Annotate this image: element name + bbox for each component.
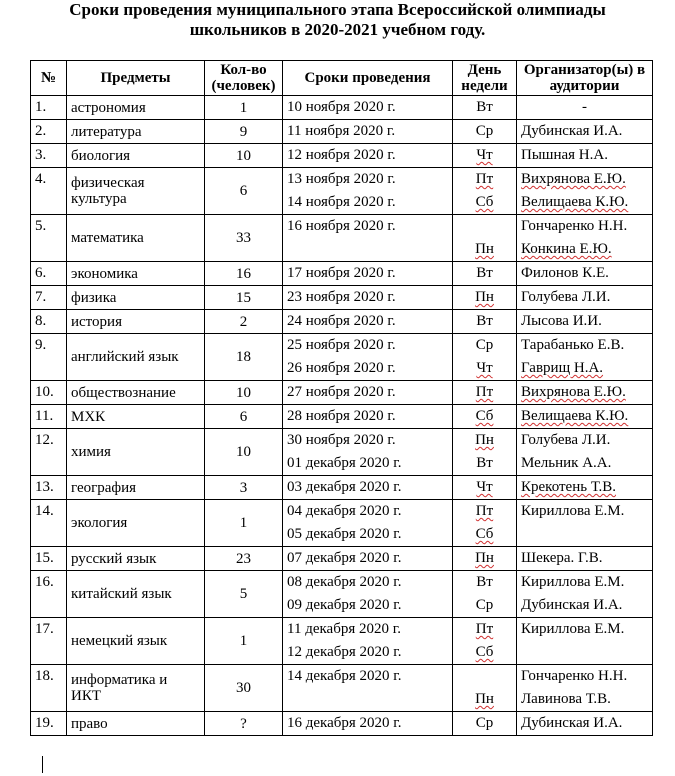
weekday-line: Чт: [476, 479, 493, 495]
row-number: 16.: [31, 571, 67, 618]
subject-cell: экология: [67, 500, 205, 547]
table-body: [31, 96, 653, 736]
table-row: [31, 334, 653, 381]
organizer-line: -: [582, 99, 587, 115]
date-line: 27 ноября 2020 г.: [287, 384, 396, 400]
dates-cell: [283, 310, 453, 334]
organizer-cell: [517, 381, 653, 405]
organizer-line: Крекотень Т.В.: [521, 479, 616, 495]
text-cursor: [42, 756, 43, 773]
date-line: 28 ноября 2020 г.: [287, 408, 396, 424]
date-line: 12 декабря 2020 г.: [287, 644, 402, 660]
organizer-line: Пышная Н.А.: [521, 147, 608, 163]
subject-cell: химия: [67, 429, 205, 476]
row-number: 9.: [31, 334, 67, 381]
table-row: [31, 215, 653, 262]
title-line-2: школьников в 2020-2021 учебном году.: [189, 20, 486, 39]
weekday-cell: [453, 429, 517, 476]
date-line: 25 ноября 2020 г.: [287, 337, 396, 353]
weekday-line: Вт: [476, 455, 493, 471]
row-number: 2.: [31, 120, 67, 144]
count-cell: 6: [205, 405, 283, 429]
schedule-table: [30, 60, 653, 736]
organizer-line: Гончаренко Н.Н.: [521, 218, 628, 234]
table-row: [31, 618, 653, 665]
count-cell: 16: [205, 262, 283, 286]
table-row: [31, 571, 653, 618]
count-cell: 10: [205, 381, 283, 405]
header-count: Кол-во (человек): [205, 61, 283, 96]
organizer-cell: [517, 96, 653, 120]
row-number: 18.: [31, 665, 67, 712]
row-number: 17.: [31, 618, 67, 665]
organizer-cell: [517, 310, 653, 334]
weekday-cell: [453, 144, 517, 168]
table-row: [31, 120, 653, 144]
organizer-line: Кириллова Е.М.: [521, 621, 625, 637]
weekday-line: Ср: [475, 337, 494, 353]
subject-cell: астрономия: [67, 96, 205, 120]
weekday-line: Ср: [475, 123, 494, 139]
count-cell: 33: [205, 215, 283, 262]
weekday-line: Вт: [476, 265, 493, 281]
header-organizer: Организатор(ы) в аудитории: [517, 61, 653, 96]
organizer-line: Лавинова Т.В.: [521, 691, 611, 707]
subject-cell: право: [67, 712, 205, 736]
table-row: [31, 665, 653, 712]
date-line: 23 ноября 2020 г.: [287, 289, 396, 305]
table-row: [31, 405, 653, 429]
date-line: 04 декабря 2020 г.: [287, 503, 402, 519]
subject-cell: биология: [67, 144, 205, 168]
table-row: [31, 712, 653, 736]
organizer-line: Дубинская И.А.: [521, 715, 623, 731]
count-cell: 3: [205, 476, 283, 500]
organizer-cell: [517, 168, 653, 215]
count-cell: 5: [205, 571, 283, 618]
row-number: 5.: [31, 215, 67, 262]
date-line: [287, 688, 448, 711]
weekday-line: Ср: [475, 597, 494, 613]
weekday-line: Чт: [476, 147, 493, 163]
weekday-line: [457, 665, 512, 688]
date-line: 16 ноября 2020 г.: [287, 218, 396, 234]
count-cell: 1: [205, 500, 283, 547]
row-number: 7.: [31, 286, 67, 310]
weekday-cell: [453, 310, 517, 334]
weekday-line: Пн: [475, 289, 494, 305]
dates-cell: [283, 334, 453, 381]
subject-cell: экономика: [67, 262, 205, 286]
table-row: [31, 168, 653, 215]
dates-cell: [283, 262, 453, 286]
row-number: 8.: [31, 310, 67, 334]
date-line: 11 декабря 2020 г.: [287, 621, 401, 637]
row-number: 11.: [31, 405, 67, 429]
subject-cell: обществознание: [67, 381, 205, 405]
weekday-line: Вт: [476, 574, 493, 590]
count-cell: 1: [205, 96, 283, 120]
organizer-cell: [517, 476, 653, 500]
count-cell: 1: [205, 618, 283, 665]
organizer-cell: [517, 334, 653, 381]
date-line: 16 декабря 2020 г.: [287, 715, 402, 731]
organizer-cell: [517, 547, 653, 571]
weekday-cell: [453, 405, 517, 429]
count-cell: 6: [205, 168, 283, 215]
weekday-line: Пн: [475, 241, 494, 257]
count-cell: 23: [205, 547, 283, 571]
dates-cell: [283, 712, 453, 736]
organizer-line: Дубинская И.А.: [521, 123, 623, 139]
dates-cell: [283, 168, 453, 215]
organizer-cell: [517, 712, 653, 736]
weekday-cell: [453, 712, 517, 736]
organizer-line: Вихрянова Е.Ю.: [521, 171, 626, 187]
organizer-line: Шекера. Г.В.: [521, 550, 603, 566]
subject-cell: МХК: [67, 405, 205, 429]
dates-cell: [283, 618, 453, 665]
row-number: 15.: [31, 547, 67, 571]
dates-cell: [283, 96, 453, 120]
date-line: 08 декабря 2020 г.: [287, 574, 402, 590]
subject-cell: английский язык: [67, 334, 205, 381]
subject-cell: география: [67, 476, 205, 500]
row-number: 1.: [31, 96, 67, 120]
row-number: 19.: [31, 712, 67, 736]
weekday-cell: [453, 500, 517, 547]
weekday-cell: [453, 286, 517, 310]
row-number: 14.: [31, 500, 67, 547]
title-line-1: Сроки проведения муниципального этапа Всероссийской олимпиады: [69, 0, 606, 19]
weekday-line: Пн: [475, 691, 494, 707]
dates-cell: [283, 547, 453, 571]
organizer-cell: [517, 571, 653, 618]
organizer-cell: [517, 618, 653, 665]
weekday-cell: [453, 665, 517, 712]
dates-cell: [283, 429, 453, 476]
subject-cell: китайский язык: [67, 571, 205, 618]
subject-cell: информатика и ИКТ: [67, 665, 205, 712]
weekday-cell: [453, 120, 517, 144]
count-cell: 2: [205, 310, 283, 334]
weekday-line: Пт: [475, 171, 494, 187]
dates-cell: [283, 120, 453, 144]
organizer-line: Дубинская И.А.: [521, 597, 623, 613]
dates-cell: [283, 405, 453, 429]
organizer-cell: [517, 429, 653, 476]
weekday-line: [457, 215, 512, 238]
weekday-cell: [453, 215, 517, 262]
count-cell: 9: [205, 120, 283, 144]
weekday-cell: [453, 334, 517, 381]
row-number: 3.: [31, 144, 67, 168]
weekday-line: Сб: [475, 644, 494, 660]
date-line: 07 декабря 2020 г.: [287, 550, 402, 566]
row-number: 10.: [31, 381, 67, 405]
row-number: 4.: [31, 168, 67, 215]
weekday-line: Ср: [475, 715, 494, 731]
organizer-cell: [517, 405, 653, 429]
dates-cell: [283, 286, 453, 310]
table-row: [31, 429, 653, 476]
date-line: 05 декабря 2020 г.: [287, 526, 402, 542]
dates-cell: [283, 665, 453, 712]
weekday-cell: [453, 96, 517, 120]
weekday-line: Чт: [476, 360, 493, 376]
subject-cell: русский язык: [67, 547, 205, 571]
date-line: 30 ноября 2020 г.: [287, 432, 396, 448]
organizer-line: Конкина Е.Ю.: [521, 241, 612, 257]
count-cell: 10: [205, 144, 283, 168]
weekday-cell: [453, 476, 517, 500]
date-line: 12 ноября 2020 г.: [287, 147, 396, 163]
weekday-cell: [453, 618, 517, 665]
weekday-cell: [453, 547, 517, 571]
count-cell: 18: [205, 334, 283, 381]
weekday-cell: [453, 571, 517, 618]
dates-cell: [283, 500, 453, 547]
subject-cell: литература: [67, 120, 205, 144]
weekday-line: Сб: [475, 408, 494, 424]
organizer-line: Велищаева К.Ю.: [521, 194, 629, 210]
weekday-line: Пт: [475, 503, 494, 519]
table-row: [31, 381, 653, 405]
date-line: 26 ноября 2020 г.: [287, 360, 396, 376]
date-line: 14 ноября 2020 г.: [287, 194, 396, 210]
organizer-line: Голубева Л.И.: [521, 432, 611, 448]
weekday-line: Пт: [475, 384, 494, 400]
table-header-row: [31, 61, 653, 96]
subject-cell: физика: [67, 286, 205, 310]
date-line: 01 декабря 2020 г.: [287, 455, 402, 471]
date-line: 14 декабря 2020 г.: [287, 668, 402, 684]
date-line: 24 ноября 2020 г.: [287, 313, 396, 329]
date-line: 10 ноября 2020 г.: [287, 99, 396, 115]
organizer-line: Кириллова Е.М.: [521, 503, 625, 519]
organizer-line: Филонов К.Е.: [521, 265, 609, 281]
organizer-cell: [517, 120, 653, 144]
organizer-line: Мельник А.А.: [521, 455, 612, 471]
date-line: 09 декабря 2020 г.: [287, 597, 402, 613]
weekday-line: Сб: [475, 526, 494, 542]
organizer-cell: [517, 215, 653, 262]
weekday-cell: [453, 381, 517, 405]
weekday-cell: [453, 262, 517, 286]
count-cell: 30: [205, 665, 283, 712]
organizer-line: [521, 641, 648, 664]
subject-cell: история: [67, 310, 205, 334]
organizer-line: [521, 523, 648, 546]
row-number: 12.: [31, 429, 67, 476]
date-line: 17 ноября 2020 г.: [287, 265, 396, 281]
organizer-line: Вихрянова Е.Ю.: [521, 384, 626, 400]
dates-cell: [283, 571, 453, 618]
weekday-line: Пн: [475, 432, 494, 448]
weekday-line: Пт: [475, 621, 494, 637]
row-number: 6.: [31, 262, 67, 286]
weekday-line: Пн: [475, 550, 494, 566]
organizer-cell: [517, 665, 653, 712]
organizer-cell: [517, 262, 653, 286]
header-weekday: День недели: [453, 61, 517, 96]
subject-cell: немецкий язык: [67, 618, 205, 665]
document-title: [0, 0, 675, 40]
date-line: 13 ноября 2020 г.: [287, 171, 396, 187]
count-cell: 10: [205, 429, 283, 476]
dates-cell: [283, 476, 453, 500]
table-row: [31, 144, 653, 168]
table-row: [31, 310, 653, 334]
header-dates: Сроки проведения: [283, 61, 453, 96]
header-subject: Предметы: [67, 61, 205, 96]
organizer-cell: [517, 286, 653, 310]
weekday-line: Сб: [475, 194, 494, 210]
date-line: 11 ноября 2020 г.: [287, 123, 396, 139]
organizer-line: Гончаренко Н.Н.: [521, 668, 628, 684]
date-line: [287, 238, 448, 261]
weekday-line: Вт: [476, 313, 493, 329]
table-row: [31, 96, 653, 120]
dates-cell: [283, 215, 453, 262]
table-row: [31, 262, 653, 286]
weekday-line: Вт: [476, 99, 493, 115]
count-cell: 15: [205, 286, 283, 310]
count-cell: ?: [205, 712, 283, 736]
header-num: №: [31, 61, 67, 96]
table-row: [31, 500, 653, 547]
organizer-line: Велищаева К.Ю.: [521, 408, 629, 424]
organizer-line: Тарабанько Е.В.: [521, 337, 625, 353]
weekday-cell: [453, 168, 517, 215]
organizer-line: Голубева Л.И.: [521, 289, 611, 305]
organizer-cell: [517, 500, 653, 547]
organizer-line: Гаврищ Н.А.: [521, 360, 604, 376]
date-line: 03 декабря 2020 г.: [287, 479, 402, 495]
dates-cell: [283, 381, 453, 405]
table-row: [31, 286, 653, 310]
table-row: [31, 476, 653, 500]
subject-cell: математика: [67, 215, 205, 262]
organizer-line: Кириллова Е.М.: [521, 574, 625, 590]
table-row: [31, 547, 653, 571]
organizer-line: Лысова И.И.: [521, 313, 602, 329]
dates-cell: [283, 144, 453, 168]
subject-cell: физическая культура: [67, 168, 205, 215]
row-number: 13.: [31, 476, 67, 500]
organizer-cell: [517, 144, 653, 168]
